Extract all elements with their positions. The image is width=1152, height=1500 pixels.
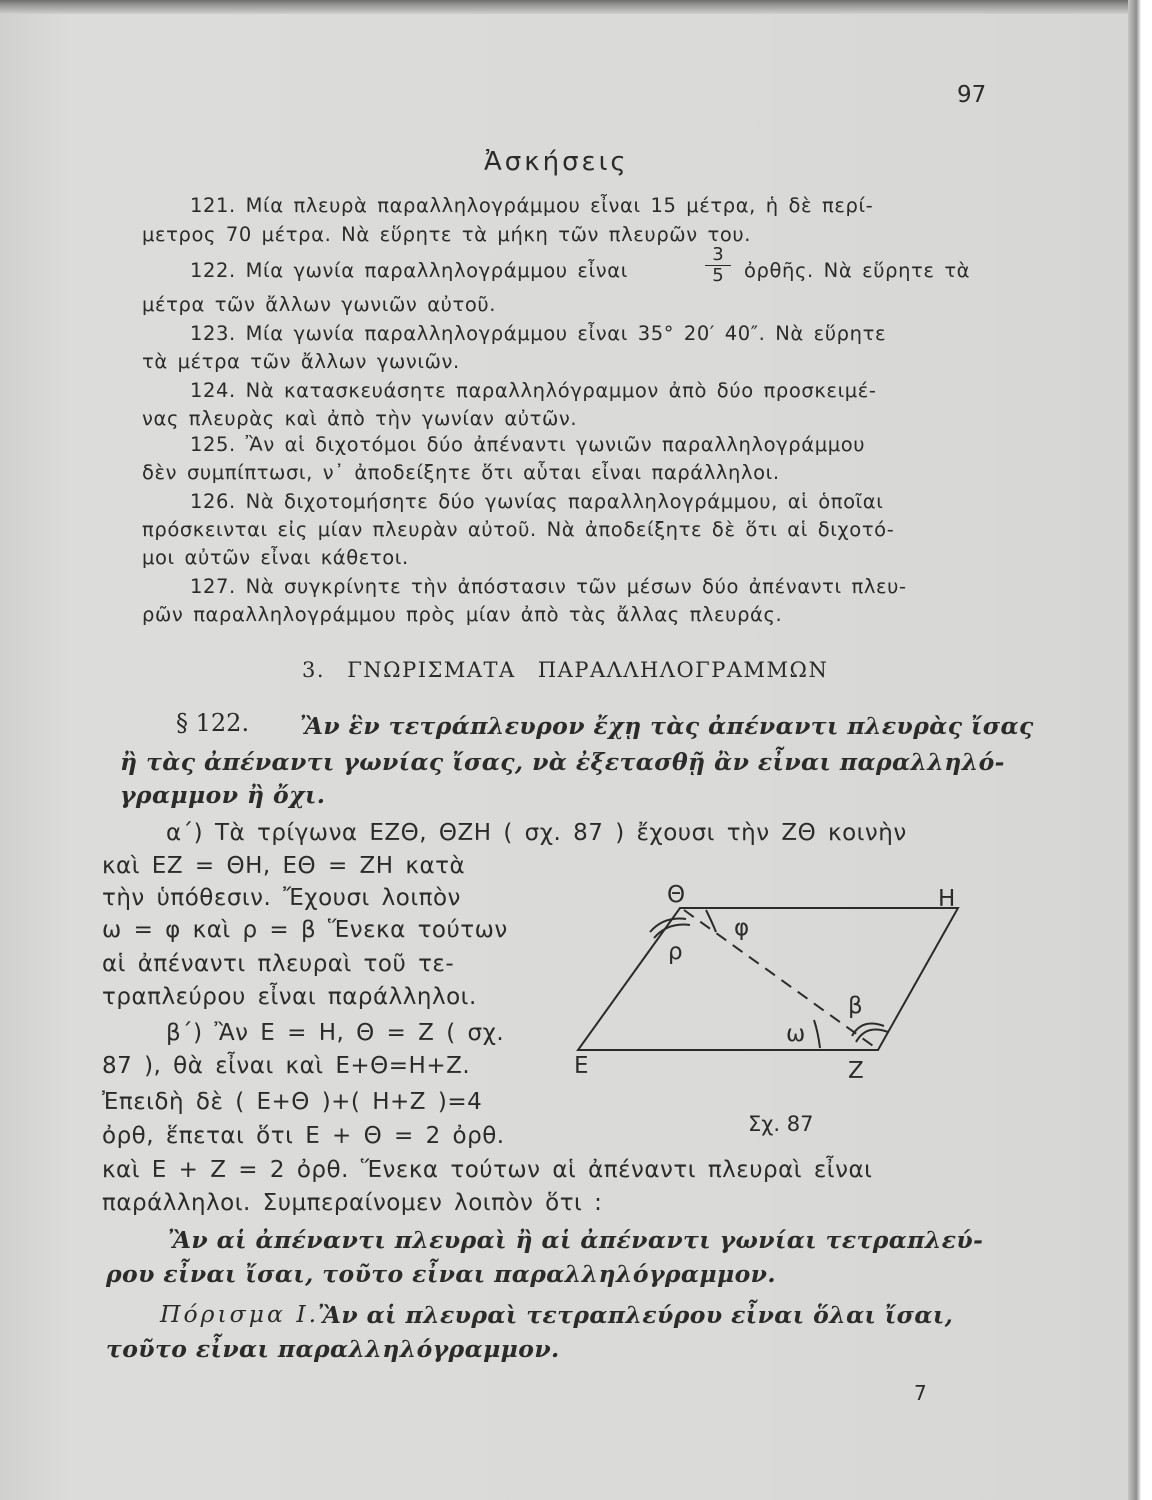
exercise-123-line-1: 123. Μία γωνία παραλληλογράμμου εἶναι 35° 20′ 40″. Νὰ εὕρητε [190,322,887,345]
proof-b-line-1: β΄) Ἂν Ε = Η, Θ = Ζ ( σχ. [166,1020,505,1046]
parallelogram-EZHO [578,908,958,1050]
page-number: 97 [957,82,987,108]
diagonal-theta-zeta [684,910,876,1048]
angle-phi-label: φ [734,915,750,941]
proof-b-line-6: παράλληλοι. Συμπεραίνομεν λοιπὸν ὅτι : [102,1190,603,1216]
exercise-127-line-1: 127. Νὰ συγκρίνητε τὴν ἀπόστασιν τῶν μέσων δύο ἀπέναντι πλευ- [190,575,907,598]
exercise-122-line-2: μέτρα τῶν ἄλλων γωνιῶν αὐτοῦ. [142,293,497,316]
exercise-127-line-2: ρῶν παραλληλογράμμου πρὸς μίαν ἀπὸ τὰς ἄλλας πλευράς. [142,603,783,626]
exercise-122-line-1b: ὀρθῆς. Νὰ εὕρητε τὰ [744,259,971,282]
proof-b-line-3: Ἐπειδὴ δὲ ( Ε+Θ )+( Η+Ζ )=4 [102,1089,483,1115]
exercise-126-line-2: πρόσκεινται εἰς μίαν πλευρὰν αὐτοῦ. Νὰ ἀποδείξητε δὲ ὅτι αἱ διχοτό- [142,518,895,541]
proof-b-line-4: ὀρθ, ἕπεται ὅτι Ε + Θ = 2 ὀρθ. [102,1123,505,1149]
proof-a-line-3: τὴν ὑπόθεσιν. Ἔχουσι λοιπὸν [102,885,461,911]
proof-b-line-5: καὶ Ε + Ζ = 2 ὀρθ. Ἕνεκα τούτων αἱ ἀπέναντι πλευραὶ εἶναι [102,1157,873,1183]
section-title: 3. ΓΝΩΡΙΣΜΑΤΑ ΠΑΡΑΛΛΗΛΟΓΡΑΜΜΩΝ [302,658,829,682]
exercise-125-line-2: δὲν συμπίπτωσι, ν᾽ ἀποδείξητε ὅτι αὗται εἶναι παράλληλοι. [142,461,780,484]
proof-a-line-2: καὶ ΕΖ = ΘΗ, ΕΘ = ΖΗ κατὰ [102,853,466,879]
figure-caption: Σχ. 87 [748,1112,814,1136]
proof-a-line-6: τραπλεύρου εἶναι παράλληλοι. [102,984,477,1010]
exercise-125-line-1: 125. Ἂν αἱ διχοτόμοι δύο ἀπέναντι γωνιῶν παραλληλογράμμου [190,433,866,456]
fraction-numerator: 3 [712,244,724,265]
exercise-122-line-1a: 122. Μία γωνία παραλληλογράμμου εἶναι [190,259,628,282]
proof-b-line-2: 87 ), θὰ εἶναι καὶ Ε+Θ=Η+Ζ. [102,1053,471,1079]
page-heading: Ἀσκήσεις [484,147,629,177]
porism-label: Πόρισμα Ι. [160,1300,320,1328]
proof-a-line-5: αἱ ἀπέναντι πλευραὶ τοῦ τε- [102,951,455,977]
exercise-126-line-3: μοι αὐτῶν εἶναι κάθετοι. [142,546,409,569]
exercise-124-line-2: νας πλευρὰς καὶ ἀπὸ τὴν γωνίαν αὐτῶν. [142,407,578,430]
angle-arc-phi [706,910,716,932]
porism-line-1: Ἂν αἱ πλευραὶ τετραπλεύρου εἶναι ὅλαι ἴσαι, [318,1301,954,1329]
angle-arc-omega [814,1020,820,1048]
conclusion-line-1: Ἂν αἱ ἀπέναντι πλευραὶ ἢ αἱ ἀπέναντι γωνίαι τετραπλεύ- [168,1226,984,1254]
vertex-eta-label: Η [938,886,956,912]
section-122-label: § 122. [176,709,250,737]
conclusion-line-2: ρου εἶναι ἴσαι, τοῦτο εἶναι παραλληλόγραμμον. [106,1260,776,1288]
section-122-line-2: ἢ τὰς ἀπέναντι γωνίας ἴσας, νὰ ἐξετασθῇ ἂν εἶναι παραλληλό- [120,748,1005,776]
porism-line-2: τοῦτο εἶναι παραλληλόγραμμον. [106,1335,560,1363]
fraction-denominator: 5 [705,265,731,286]
exercise-124-line-1: 124. Νὰ κατασκευάσητε παραλληλόγραμμον ἀπὸ δύο προσκειμέ- [190,379,877,402]
section-122-line-1: Ἂν ἓν τετράπλευρον ἔχῃ τὰς ἀπέναντι πλευρὰς ἴσας [300,712,1034,740]
angle-omega-label: ω [786,1021,806,1047]
section-122-line-3: γραμμον ἢ ὄχι. [120,781,326,809]
vertex-epsilon-label: Ε [574,1053,589,1079]
proof-a-line-4: ω = φ καὶ ρ = β Ἕνεκα τούτων [102,917,508,943]
vertex-theta-label: Θ [667,882,686,908]
signature-mark: 7 [914,1381,927,1405]
vertex-zeta-label: Ζ [848,1058,864,1084]
exercise-123-line-2: τὰ μέτρα τῶν ἄλλων γωνιῶν. [142,350,460,373]
exercise-121-line-1: 121. Μία πλευρὰ παραλληλογράμμου εἶναι 15 μέτρα, ἡ δὲ περί- [190,194,874,217]
exercise-126-line-1: 126. Νὰ διχοτομήσητε δύο γωνίας παραλληλογράμμου, αἱ ὁποῖαι [190,490,884,513]
exercise-121-line-2: μετρος 70 μέτρα. Νὰ εὕρητε τὰ μήκη τῶν πλευρῶν του. [142,223,752,246]
angle-rho-label: ρ [668,939,683,965]
proof-a-line-1: α΄) Τὰ τρίγωνα ΕΖΘ, ΘΖΗ ( σχ. 87 ) ἔχουσι τὴν ΖΘ κοινὴν [166,820,907,846]
angle-beta-label: β [848,993,863,1019]
